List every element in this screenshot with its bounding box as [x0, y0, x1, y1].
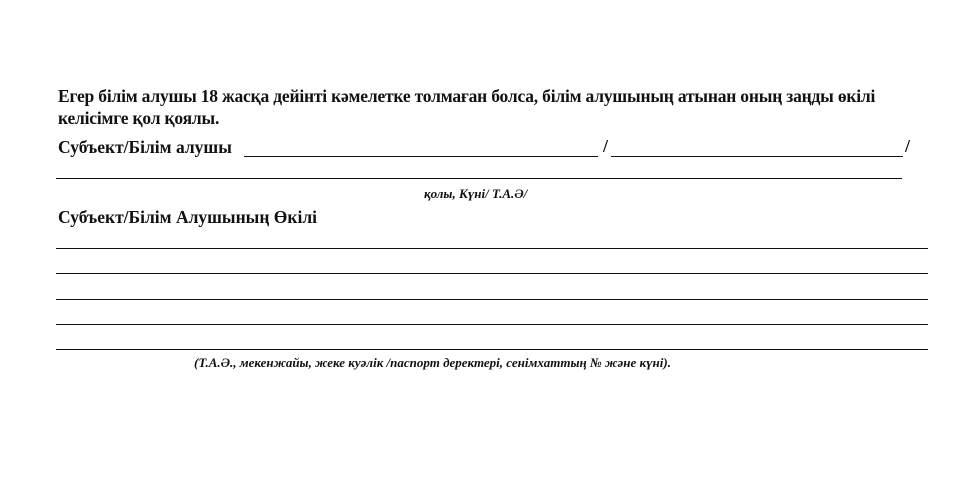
representative-label: Субъект/Білім Алушының Өкілі [58, 207, 318, 227]
representative-line-3 [56, 299, 928, 300]
signature-separator-slash-2: / [905, 136, 911, 156]
signature-separator-slash-1: / [603, 136, 609, 156]
representative-caption: (Т.А.Ә., мекенжайы, жеке куәлік /паспорт деректері, сенімхаттың № және күні). [194, 355, 671, 370]
consent-paragraph: Егер білім алушы 18 жасқа дейінті кәмелетке толмаған болса, білім алушының атынан оның заңды өкілі келісімге қол қоялы. [58, 86, 876, 128]
subject-name-line [56, 178, 902, 179]
representative-line-2 [56, 273, 928, 274]
representative-line-5 [56, 349, 928, 350]
signature-caption: қолы, Күні/ Т.А.Ә/ [424, 186, 528, 201]
subject-signature-line [244, 156, 598, 157]
representative-line-1 [56, 248, 928, 249]
representative-line-4 [56, 324, 928, 325]
subject-date-line [611, 156, 903, 157]
subject-label: Субъект/Білім алушы [58, 137, 232, 157]
